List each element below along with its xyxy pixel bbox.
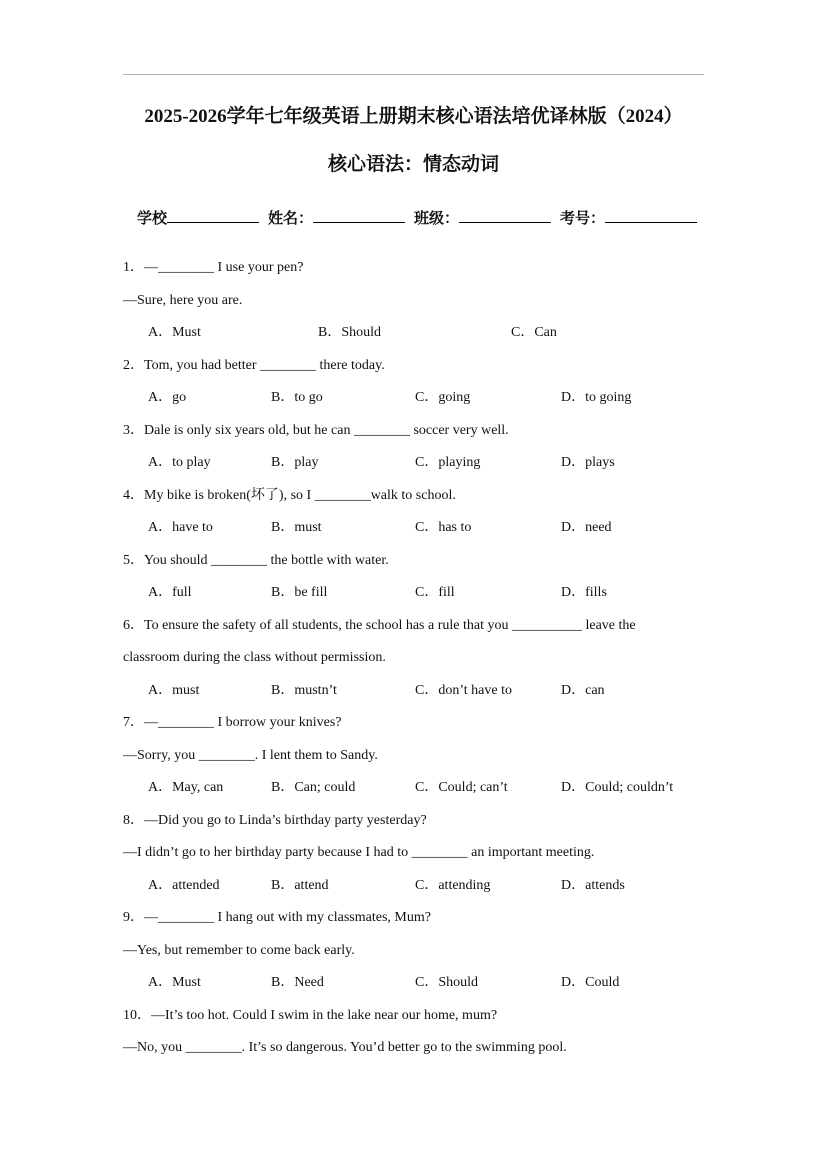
question-4	[123, 480, 704, 545]
option-d: D．Could	[561, 975, 620, 990]
options-row	[123, 447, 704, 480]
option-b: B．Should	[318, 325, 382, 340]
options-row	[123, 675, 704, 708]
school-blank	[167, 208, 259, 223]
question-stem: 5．You should ________ the bottle with water.	[123, 552, 389, 568]
option-d: D．plays	[561, 455, 615, 470]
question-5	[123, 545, 704, 610]
question-stem: 6．To ensure the safety of all students, the school has a rule that you __________ leave the	[123, 617, 636, 633]
option-c: C．has to	[415, 520, 472, 535]
question-stem: —I didn’t go to her birthday party because I had to ________ an important meeting.	[123, 845, 595, 860]
exam-no-blank	[605, 208, 697, 223]
option-a: A．to play	[148, 455, 211, 470]
option-d: D．attends	[561, 877, 625, 893]
name-label: 姓名：	[268, 211, 314, 227]
option-a: A．Must	[148, 325, 201, 340]
option-d: D．Could; couldn’t	[561, 780, 674, 795]
option-b: B．to go	[271, 390, 323, 405]
exam-no-label: 考号：	[560, 211, 606, 227]
title-line-1: 2025-2026学年七年级英语上册期末核心语法培优译林版（2024）	[144, 106, 683, 127]
question-7	[123, 707, 704, 805]
option-d: D．need	[561, 520, 612, 535]
question-8	[123, 805, 704, 903]
document-title	[123, 93, 704, 189]
option-a: A．full	[148, 585, 192, 600]
option-a: A．Must	[148, 975, 201, 990]
option-c: C．going	[415, 390, 471, 405]
question-2	[123, 350, 704, 415]
document-page	[123, 0, 704, 1065]
question-stem: —Sorry, you ________. I lent them to Sandy.	[123, 747, 378, 763]
option-c: C．don’t have to	[415, 682, 512, 698]
option-c: C．attending	[415, 877, 491, 893]
option-b: B．play	[271, 455, 319, 470]
top-divider	[123, 74, 704, 75]
school-label: 学校	[137, 211, 168, 227]
option-b: B．Can; could	[271, 780, 356, 795]
option-b: B．must	[271, 520, 322, 535]
question-10	[123, 1000, 704, 1065]
options-row	[123, 512, 704, 545]
option-a: A．May, can	[148, 780, 224, 795]
question-stem: —Yes, but remember to come back early.	[123, 942, 355, 958]
question-3	[123, 415, 704, 480]
option-c: C．Could; can’t	[415, 780, 508, 795]
option-c: C．playing	[415, 455, 481, 470]
question-stem: 7．—________ I borrow your knives?	[123, 715, 342, 730]
option-b: B．attend	[271, 877, 329, 893]
option-c: C．Should	[415, 975, 479, 990]
option-d: D．can	[561, 682, 605, 698]
question-6	[123, 610, 704, 708]
question-stem: classroom during the class without permission.	[123, 650, 386, 665]
options-row	[123, 382, 704, 415]
question-9	[123, 902, 704, 1000]
option-c: C．fill	[415, 585, 455, 600]
option-d: D．to going	[561, 390, 632, 405]
name-blank	[313, 208, 405, 223]
question-stem: 8．—Did you go to Linda’s birthday party yesterday?	[123, 812, 427, 828]
options-row	[123, 577, 704, 610]
question-stem: —No, you ________. It’s so dangerous. You’d better go to the swimming pool.	[123, 1040, 567, 1055]
option-c: C．Can	[511, 325, 557, 340]
question-stem: 1．—________ I use your pen?	[123, 260, 304, 275]
options-row	[123, 967, 704, 1000]
class-blank	[459, 208, 551, 223]
options-row	[123, 772, 704, 805]
option-a: A．must	[148, 682, 200, 698]
option-b: B．mustn’t	[271, 682, 337, 698]
question-1	[123, 252, 704, 350]
question-stem: 3．Dale is only six years old, but he can ________ soccer very well.	[123, 422, 509, 438]
question-stem: —Sure, here you are.	[123, 292, 243, 308]
question-stem: 10．—It’s too hot. Could I swim in the lake near our home, mum?	[123, 1007, 498, 1023]
title-line-2: 核心语法：情态动词	[327, 154, 499, 175]
option-b: B．Need	[271, 975, 324, 990]
question-list	[123, 252, 704, 1065]
option-a: A．attended	[148, 877, 220, 893]
question-stem: 2．Tom, you had better ________ there today.	[123, 357, 385, 373]
question-stem: 4．My bike is broken(坏了), so I ________walk to school.	[123, 487, 456, 503]
options-row	[123, 870, 704, 903]
option-b: B．be fill	[271, 585, 328, 600]
question-stem: 9．—________ I hang out with my classmates, Mum?	[123, 910, 431, 925]
option-a: A．go	[148, 390, 187, 405]
option-d: D．fills	[561, 585, 607, 600]
option-a: A．have to	[148, 520, 213, 535]
class-label: 班级：	[414, 211, 460, 227]
options-row	[123, 317, 704, 350]
student-info-line	[123, 203, 704, 236]
